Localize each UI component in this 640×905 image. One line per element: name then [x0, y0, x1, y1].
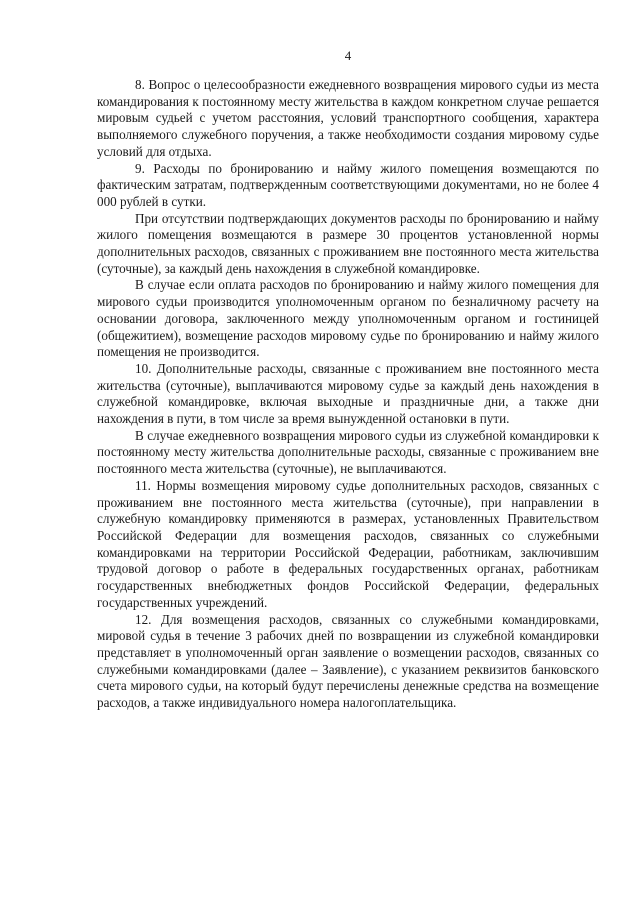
paragraph-9-no-documents: При отсутствии подтверждающих документов расходы по бронированию и найму жилого помещения возмещаются в размере 30 процентов установленной нормы дополнительных расходов, связанных с проживанием вне постоянного места жительства (суточные), за каждый день нахождения в служебной командировке.: [97, 210, 599, 276]
paragraph-8: 8. Вопрос о целесообразности ежедневного возвращения мирового судьи из места командирования к постоянному месту жительства в каждом конкретном случае решается мировым судьей с учетом расстояния, условий транспортного сообщения, характера выполняемого служебного поручения, а также необходимости создания мировому судье условий для отдыха.: [97, 77, 599, 159]
paragraph-9: 9. Расходы по бронированию и найму жилого помещения возмещаются по фактическим затратам, подтвержденным соответствующими документами, но не более 4 000 рублей в сутки.: [97, 160, 599, 209]
paragraph-12: 12. Для возмещения расходов, связанных со служебными командировками, мировой судья в течение 3 рабочих дней по возвращении из служебной командировки представляет в уполномоченный орган заявление о возмещении расходов, связанных со служебными командировками (далее – Заявление), с указанием реквизитов банковского счета мирового судьи, на который будут перечислены денежные средства на возмещение расходов, а также индивидуального номера налогоплательщика.: [97, 611, 599, 711]
paragraph-10: 10. Дополнительные расходы, связанные с проживанием вне постоянного места жительства (суточные), выплачиваются мировому судье за каждый день нахождения в служебной командировке, включая выходные и праздничные дни, а также дни нахождения в пути, в том числе за время вынужденной остановки в пути.: [97, 360, 599, 427]
paragraph-10-daily-return: В случае ежедневного возвращения мирового судьи из служебной командировки к постоянному месту жительства дополнительные расходы, связанные с проживанием вне постоянного места жительства (суточные), не выплачиваются.: [97, 427, 599, 477]
paragraph-11: 11. Нормы возмещения мировому судье дополнительных расходов, связанных с проживанием вне постоянного места жительства (суточные), при направлении в служебную командировку применяются в размерах, установленных Правительством Российской Федерации для возмещения расходов, связанных со служебными командировками на территории Российской Федерации, работникам, заключившим трудовой договор о работе в федеральных государственных органах, работникам государственных внебюджетных фондов Российской Федерации, федеральных государственных учреждений.: [97, 477, 599, 610]
page-number: 4: [344, 48, 352, 63]
paragraph-9-cashless: В случае если оплата расходов по бронированию и найму жилого помещения для мирового судьи производится уполномоченным органом по безналичному расчету на основании договора, заключенного между уполномоченным органом и гостиницей (общежитием), возмещение расходов мировому судье по бронированию и найму жилого помещения не производится.: [97, 277, 599, 360]
